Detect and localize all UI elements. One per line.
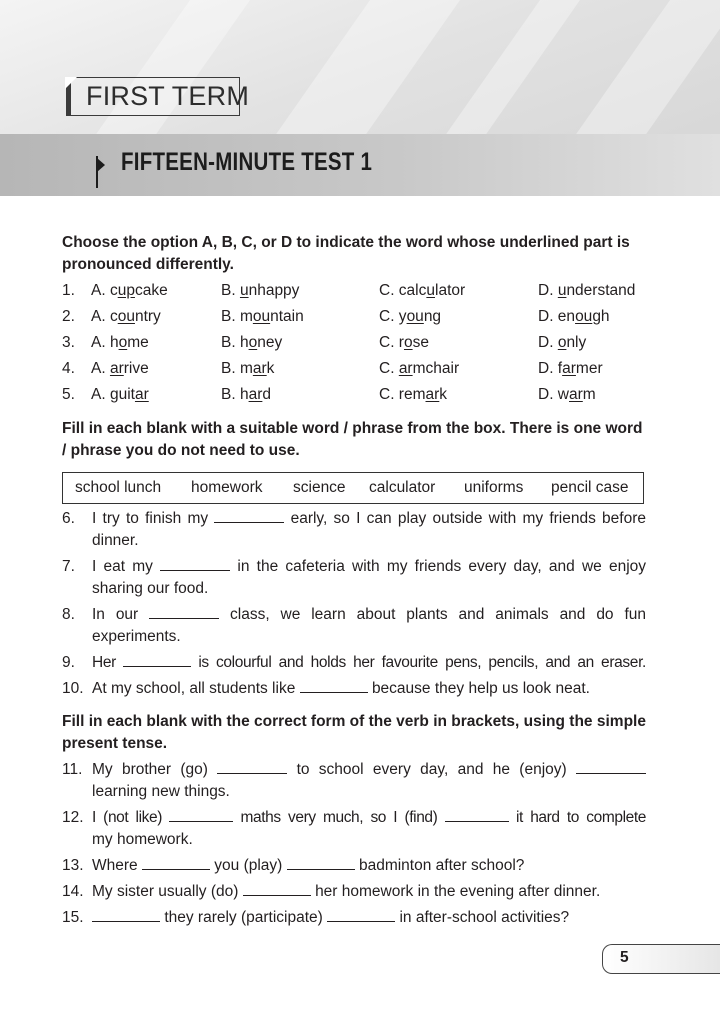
page-number: 5: [620, 949, 629, 966]
question-12: 12. I (not like) maths very much, so I (find) it hard to complete my homework.: [62, 809, 646, 848]
word-box-item: calculator: [369, 479, 436, 496]
question-15: 15. they rarely (participate) in after-school activities?: [62, 909, 570, 926]
answer-blank[interactable]: [445, 807, 509, 822]
word-box-item: school lunch: [75, 479, 162, 496]
answer-blank[interactable]: [300, 678, 368, 693]
word-box-item: pencil case: [551, 479, 629, 496]
question-14: 14. My sister usually (do) her homework in the evening after dinner.: [62, 883, 601, 900]
answer-blank[interactable]: [243, 881, 311, 896]
question-9: 9. Her is colourful and holds her favourite pens, pencils, and an eraser.: [62, 654, 646, 671]
word-box-item: homework: [191, 479, 263, 496]
answer-blank[interactable]: [169, 807, 233, 822]
answer-blank[interactable]: [123, 652, 191, 667]
answer-blank[interactable]: [149, 604, 219, 619]
section1-instruction: Choose the option A, B, C, or D to indicate the word whose underlined part is pronounced differently.: [62, 234, 630, 273]
term-title: FIRST TERM: [86, 81, 250, 111]
word-box-item: uniforms: [464, 479, 524, 496]
word-box: [62, 472, 644, 504]
word-box-item: science: [293, 479, 346, 496]
section3-instruction: Fill in each blank with the correct form of the verb in brackets, using the simple present tense.: [62, 713, 646, 752]
test-title: FIFTEEN-MINUTE TEST 1: [121, 148, 373, 176]
answer-blank[interactable]: [576, 759, 646, 774]
question-6: 6. I try to finish my early, so I can play outside with my friends before dinner.: [62, 510, 646, 549]
question-10: 10. At my school, all students like because they help us look neat.: [62, 680, 590, 697]
title-arrow-icon: [97, 158, 105, 172]
question-8: 8. In our class, we learn about plants and animals and do fun experiments.: [62, 606, 646, 645]
section2-instruction: Fill in each blank with a suitable word / phrase from the box. There is one word / phrase you do not need to use.: [62, 420, 643, 459]
answer-blank[interactable]: [214, 508, 284, 523]
answer-blank[interactable]: [92, 907, 160, 922]
question-7: 7. I eat my in the cafeteria with my friends every day, and we enjoy sharing our food.: [62, 558, 647, 597]
answer-blank[interactable]: [327, 907, 395, 922]
answer-blank[interactable]: [160, 556, 230, 571]
answer-blank[interactable]: [217, 759, 287, 774]
question-13: 13. Where you (play) badminton after school?: [62, 857, 525, 874]
answer-blank[interactable]: [287, 855, 355, 870]
question-11: 11. My brother (go) to school every day, and he (enjoy) learning new things.: [62, 759, 646, 803]
answer-blank[interactable]: [142, 855, 210, 870]
